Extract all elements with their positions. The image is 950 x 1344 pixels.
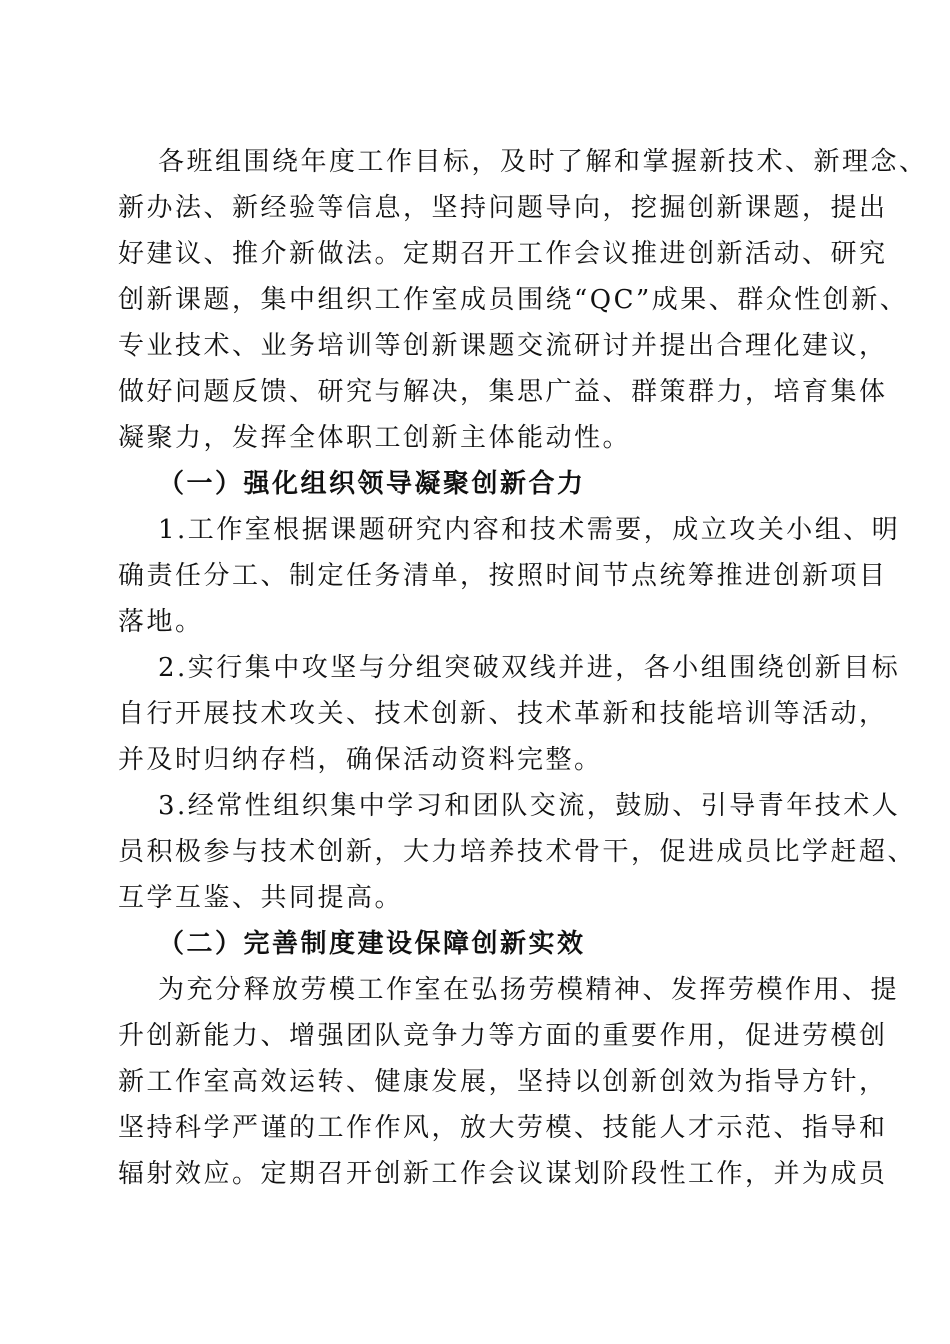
paragraph-line: 员积极参与技术创新，大力培养技术骨干，促进成员比学赶超、 xyxy=(118,837,917,867)
paragraph-line: 好建议、推介新做法。定期召开工作会议推进创新活动、研究 xyxy=(118,239,888,269)
paragraph-line: 升创新能力、增强团队竞争力等方面的重要作用，促进劳模创 xyxy=(118,1021,888,1051)
section-heading-1: （一）强化组织领导凝聚创新合力 xyxy=(158,469,586,499)
paragraph-line: 凝聚力，发挥全体职工创新主体能动性。 xyxy=(118,423,632,453)
paragraph-line: 新办法、新经验等信息，坚持问题导向，挖掘创新课题，提出 xyxy=(118,193,888,223)
paragraph-line: 辐射效应。定期召开创新工作会议谋划阶段性工作，并为成员 xyxy=(118,1159,888,1189)
paragraph-line: 专业技术、业务培训等创新课题交流研讨并提出合理化建议， xyxy=(118,331,888,361)
paragraph-line: 并及时归纳存档，确保活动资料完整。 xyxy=(118,745,603,775)
paragraph-line: 做好问题反馈、研究与解决，集思广益、群策群力，培育集体 xyxy=(118,377,888,407)
paragraph-line: 互学互鉴、共同提高。 xyxy=(118,883,404,913)
paragraph-line: 坚持科学严谨的工作作风，放大劳模、技能人才示范、指导和 xyxy=(118,1113,888,1143)
paragraph-line: 自行开展技术攻关、技术创新、技术革新和技能培训等活动， xyxy=(118,699,888,729)
paragraph-line: 2.实行集中攻坚与分组突破双线并进，各小组围绕创新目标 xyxy=(158,653,901,683)
paragraph-line: 为充分释放劳模工作室在弘扬劳模精神、发挥劳模作用、提 xyxy=(158,975,900,1005)
section-heading-2: （二）完善制度建设保障创新实效 xyxy=(158,929,586,959)
paragraph-line: 1.工作室根据课题研究内容和技术需要，成立攻关小组、明 xyxy=(158,515,901,545)
paragraph-line: 3.经常性组织集中学习和团队交流，鼓励、引导青年技术人 xyxy=(158,791,901,821)
paragraph-line: 创新课题，集中组织工作室成员围绕“QC”成果、群众性创新、 xyxy=(118,285,909,315)
paragraph-line: 落地。 xyxy=(118,607,204,637)
paragraph-line: 确责任分工、制定任务清单，按照时间节点统筹推进创新项目 xyxy=(118,561,888,591)
paragraph-line: 各班组围绕年度工作目标，及时了解和掌握新技术、新理念、 xyxy=(158,147,928,177)
paragraph-line: 新工作室高效运转、健康发展，坚持以创新创效为指导方针， xyxy=(118,1067,888,1097)
